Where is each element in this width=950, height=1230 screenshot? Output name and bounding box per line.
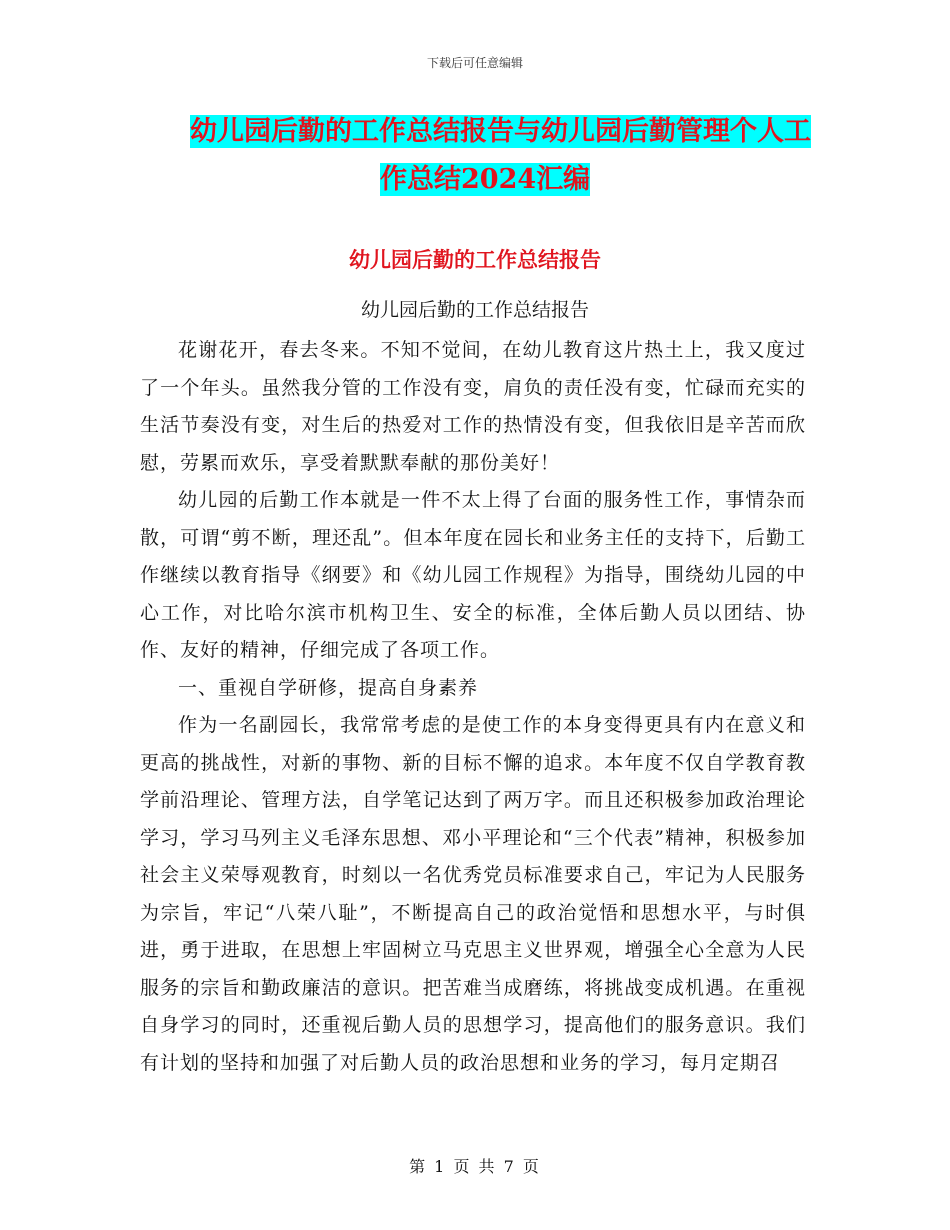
document-title [140, 108, 820, 204]
title-line-2: 作总结2024汇编 [380, 164, 591, 195]
header-note: 下载后可任意编辑 [426, 56, 523, 70]
body-text [140, 332, 806, 1082]
paragraph-heading: 一、重视自学研修，提高自身素养 [178, 676, 479, 699]
title-line-1: 幼儿园后勤的工作总结报告与幼儿园后勤管理个人工 [190, 116, 811, 147]
section-heading: 幼儿园后勤的工作总结报告 [349, 247, 601, 272]
paragraph: 幼儿园的后勤工作本就是一件不太上得了台面的服务性工作，事情杂而散，可谓“剪不断，理还乱”。但本年度在园长和业务主任的支持下，后勤工作继续以教育指导《纲要》和《幼儿园工作规程》为指导，围绕幼儿园的中心工作，对比哈尔滨市机构卫生、安全的标准，全体后勤人员以团结、协作、友好的精神，仔细完成了各项工作。 [140, 489, 806, 661]
page-number: 第 1 页 共 7 页 [409, 1157, 541, 1176]
paragraph: 作为一名副园长，我常常考虑的是使工作的本身变得更具有内在意义和更高的挑战性，对新的事物、新的目标不懈的追求。本年度不仅自学教育教学前沿理论、管理方法，自学笔记达到了两万字。而且还积极参加政治理论学习，学习马列主义毛泽东思想、邓小平理论和“三个代表”精神，积极参加社会主义荣辱观教育，时刻以一名优秀党员标准要求自己，牢记为人民服务为宗旨，牢记“八荣八耻”，不断提高自己的政治觉悟和思想水平，与时俱进，勇于进取，在思想上牢固树立马克思主义世界观，增强全心全意为人民服务的宗旨和勤政廉洁的意识。把苦难当成磨练，将挑战变成机遇。在重视自身学习的同时，还重视后勤人员的思想学习，提高他们的服务意识。我们有计划的坚持和加强了对后勤人员的政治思想和业务的学习，每月定期召 [140, 714, 806, 1074]
section-subheading: 幼儿园后勤的工作总结报告 [360, 299, 589, 321]
paragraph: 花谢花开，春去冬来。不知不觉间，在幼儿教育这片热土上，我又度过了一个年头。虽然我分管的工作没有变，肩负的责任没有变，忙碌而充实的生活节奏没有变，对生后的热爱对工作的热情没有变，但我依旧是辛苦而欣慰，劳累而欢乐，享受着默默奉献的那份美好！ [140, 339, 806, 474]
